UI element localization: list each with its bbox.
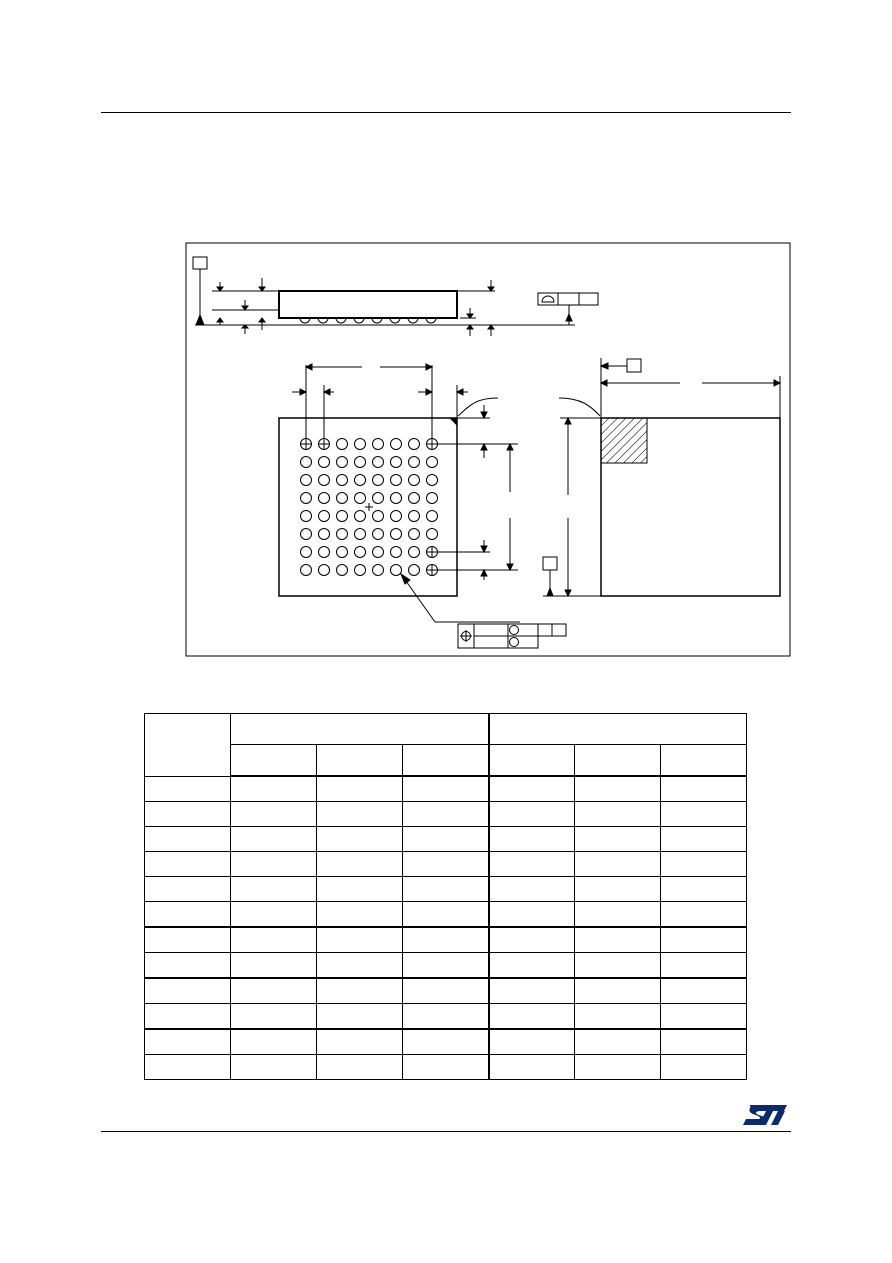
package-body-side (279, 291, 457, 318)
table-cell (489, 978, 575, 1004)
table-header-cell (489, 714, 747, 745)
table-row (145, 1029, 747, 1055)
table-cell (575, 877, 661, 902)
datum-box-top (627, 359, 641, 372)
table-cell (403, 927, 489, 953)
table-header-cell (317, 745, 403, 777)
table-header-cell (231, 745, 317, 777)
table-cell (231, 978, 317, 1004)
drawing-frame (186, 243, 790, 656)
table-cell (489, 802, 575, 827)
table-cell (145, 1029, 231, 1055)
table-cell (661, 1055, 747, 1080)
table-cell (661, 927, 747, 953)
table-cell (575, 802, 661, 827)
table-row (145, 902, 747, 928)
table-cell (575, 1029, 661, 1055)
table-row (145, 1055, 747, 1080)
table-cell (145, 877, 231, 902)
table-cell (317, 852, 403, 877)
table-cell (661, 953, 747, 979)
table-cell (403, 776, 489, 802)
table-row (145, 953, 747, 979)
table-cell (317, 927, 403, 953)
table-cell (231, 1004, 317, 1030)
table-row (145, 1004, 747, 1030)
table-cell (145, 827, 231, 852)
table-cell (231, 877, 317, 902)
table-row (145, 978, 747, 1004)
table-header-cell (661, 745, 747, 777)
table-cell (403, 877, 489, 902)
table-cell (145, 802, 231, 827)
table-cell (489, 827, 575, 852)
table-cell (661, 1004, 747, 1030)
table-cell (489, 852, 575, 877)
table-cell (145, 953, 231, 979)
table-header-cell (403, 745, 489, 777)
datum-box-left (543, 557, 557, 570)
table-row (145, 927, 747, 953)
table-cell (661, 978, 747, 1004)
table-cell (575, 852, 661, 877)
table-cell (661, 827, 747, 852)
table-cell (661, 1029, 747, 1055)
table-cell (317, 827, 403, 852)
side-view (193, 257, 598, 336)
table-cell (575, 978, 661, 1004)
table-cell (317, 802, 403, 827)
table-cell (317, 776, 403, 802)
st-logo (741, 1103, 789, 1127)
table-cell (575, 953, 661, 979)
table-cell (489, 902, 575, 928)
table-cell (575, 776, 661, 802)
table-cell (575, 1004, 661, 1030)
flatness-tolerance-frame (538, 293, 598, 305)
table-cell (145, 978, 231, 1004)
table-header-cell (231, 714, 489, 745)
table-cell (575, 927, 661, 953)
table-cell (145, 852, 231, 877)
table-cell (575, 902, 661, 928)
footer-rule (101, 1131, 791, 1132)
table-cell (403, 827, 489, 852)
table-row (145, 802, 747, 827)
table-cell (145, 1055, 231, 1080)
table-cell (661, 902, 747, 928)
table-header-cell (489, 745, 575, 777)
table-row (145, 852, 747, 877)
pin-a1-marker (601, 418, 647, 463)
table-cell (403, 902, 489, 928)
table-cell (317, 953, 403, 979)
table-cell (489, 1004, 575, 1030)
table-cell (145, 902, 231, 928)
table-cell (575, 1055, 661, 1080)
table-cell (403, 1055, 489, 1080)
table-cell (231, 927, 317, 953)
datum-box-side (193, 257, 207, 269)
table-cell (403, 802, 489, 827)
table-cell (317, 1055, 403, 1080)
table-cell (403, 978, 489, 1004)
table-cell (231, 852, 317, 877)
dimensions-table (144, 713, 747, 1080)
table-header-row (145, 745, 747, 777)
table-cell (317, 978, 403, 1004)
table-cell (231, 827, 317, 852)
top-view (543, 358, 780, 596)
table-cell (403, 953, 489, 979)
table-cell (489, 927, 575, 953)
table-cell (661, 802, 747, 827)
table-cell (231, 802, 317, 827)
table-cell (145, 1004, 231, 1030)
table-cell (317, 902, 403, 928)
table-cell (145, 776, 231, 802)
table-cell (489, 1055, 575, 1080)
table-header-cell (575, 745, 661, 777)
table-cell (317, 1029, 403, 1055)
table-row (145, 776, 747, 802)
table-cell (231, 1029, 317, 1055)
table-row (145, 827, 747, 852)
table-cell (661, 877, 747, 902)
bottom-view (279, 364, 566, 648)
table-row (145, 877, 747, 902)
table-cell (403, 1029, 489, 1055)
table-cell (317, 877, 403, 902)
table-cell (575, 827, 661, 852)
table-cell (489, 877, 575, 902)
table-cell (489, 776, 575, 802)
table-cell (231, 902, 317, 928)
table-cell (145, 927, 231, 953)
table-cell (661, 852, 747, 877)
table-cell (489, 953, 575, 979)
table-header-row (145, 714, 747, 745)
table-cell (231, 953, 317, 979)
table-cell (661, 776, 747, 802)
table-cell (231, 1055, 317, 1080)
table-cell (231, 776, 317, 802)
table-cell (489, 1029, 575, 1055)
table-cell (403, 1004, 489, 1030)
table-cell (317, 1004, 403, 1030)
table-header-cell (145, 714, 231, 777)
table-cell (403, 852, 489, 877)
